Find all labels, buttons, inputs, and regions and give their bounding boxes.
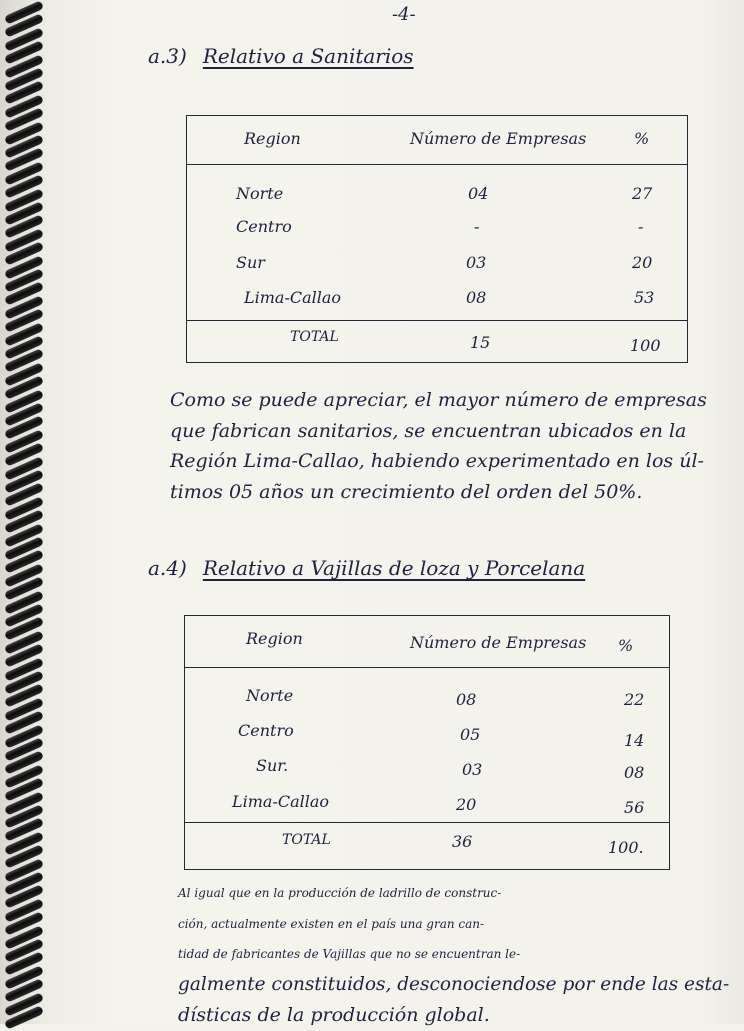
- table-cell-count: 05: [460, 725, 481, 744]
- paragraph-sanitarios: [170, 385, 707, 507]
- table-cell-count: 08: [456, 690, 477, 709]
- table-cell-region: Centro: [238, 721, 294, 740]
- paragraph-line: tidad de fabricantes de Vajillas que no se encuentran le-: [178, 947, 521, 961]
- paragraph-line: Al igual que en la producción de ladrillo de construc-: [178, 886, 502, 900]
- table-total-percent: 100: [630, 336, 661, 355]
- section-title: Relativo a Sanitarios: [202, 44, 414, 68]
- table-cell-count: 08: [466, 288, 487, 307]
- paragraph-line: que fabrican sanitarios, se encuentran ubicados en la: [170, 419, 687, 442]
- section-label: a.4): [148, 556, 187, 580]
- column-header-percent: %: [618, 636, 634, 655]
- table-cell-percent: 14: [624, 731, 645, 750]
- section-heading-vajillas: [148, 556, 585, 580]
- table-sanitarios: [186, 115, 688, 363]
- table-cell-percent: -: [638, 217, 644, 236]
- table-cell-percent: 22: [624, 690, 645, 709]
- paragraph-line: dísticas de la producción global.: [178, 1004, 490, 1026]
- table-cell-region: Centro: [236, 217, 292, 236]
- column-header-empresas: Número de Empresas: [410, 633, 587, 652]
- table-cell-count: 03: [466, 253, 487, 272]
- table-cell-count: 04: [468, 184, 489, 203]
- table-cell-percent: 56: [624, 798, 645, 817]
- table-cell-region: Norte: [236, 184, 284, 203]
- paragraph-vajillas: [178, 878, 729, 1031]
- table-cell-percent: 27: [632, 184, 653, 203]
- table-total-divider: [186, 320, 688, 321]
- table-cell-count: -: [474, 217, 480, 236]
- table-cell-region: Lima-Callao: [244, 288, 342, 307]
- table-header-divider: [186, 164, 688, 165]
- table-header-divider: [184, 667, 670, 668]
- table-cell-count: 20: [456, 795, 477, 814]
- page-number: -4-: [392, 4, 416, 25]
- table-cell-region: Sur: [236, 253, 265, 272]
- section-label: a.3): [148, 44, 187, 68]
- paragraph-line: Región Lima-Callao, habiendo experimentado en los úl-: [170, 450, 704, 472]
- table-cell-count: 03: [462, 760, 483, 779]
- table-total-label: TOTAL: [282, 832, 331, 848]
- table-cell-region: Sur.: [256, 756, 289, 775]
- paragraph-line: timos 05 años un crecimiento del orden del 50%.: [170, 480, 643, 503]
- table-cell-percent: 20: [632, 253, 653, 272]
- table-total-divider: [184, 822, 670, 823]
- paragraph-line: galmente constituidos, desconociendose por ende las esta-: [178, 973, 730, 995]
- paragraph-line: ción, actualmente existen en el país una gran can-: [178, 916, 485, 931]
- table-cell-region: Norte: [246, 686, 294, 705]
- table-total-percent: 100.: [608, 838, 644, 857]
- table-cell-region: Lima-Callao: [232, 792, 330, 811]
- table-total-label: TOTAL: [290, 329, 339, 345]
- spiral-binding: [0, 0, 48, 1024]
- column-header-region: Region: [246, 629, 303, 648]
- table-vajillas: [184, 615, 670, 870]
- section-heading-sanitarios: [148, 44, 414, 68]
- paragraph-line: Como se puede apreciar, el mayor número de empresas: [170, 389, 707, 411]
- column-header-percent: %: [634, 129, 650, 148]
- column-header-empresas: Número de Empresas: [410, 129, 587, 148]
- section-title: Relativo a Vajillas de loza y Porcelana: [202, 556, 586, 580]
- table-cell-percent: 53: [634, 288, 655, 307]
- table-total-count: 36: [452, 832, 473, 851]
- table-cell-percent: 08: [624, 763, 645, 782]
- table-total-count: 15: [470, 333, 491, 352]
- column-header-region: Region: [244, 129, 301, 148]
